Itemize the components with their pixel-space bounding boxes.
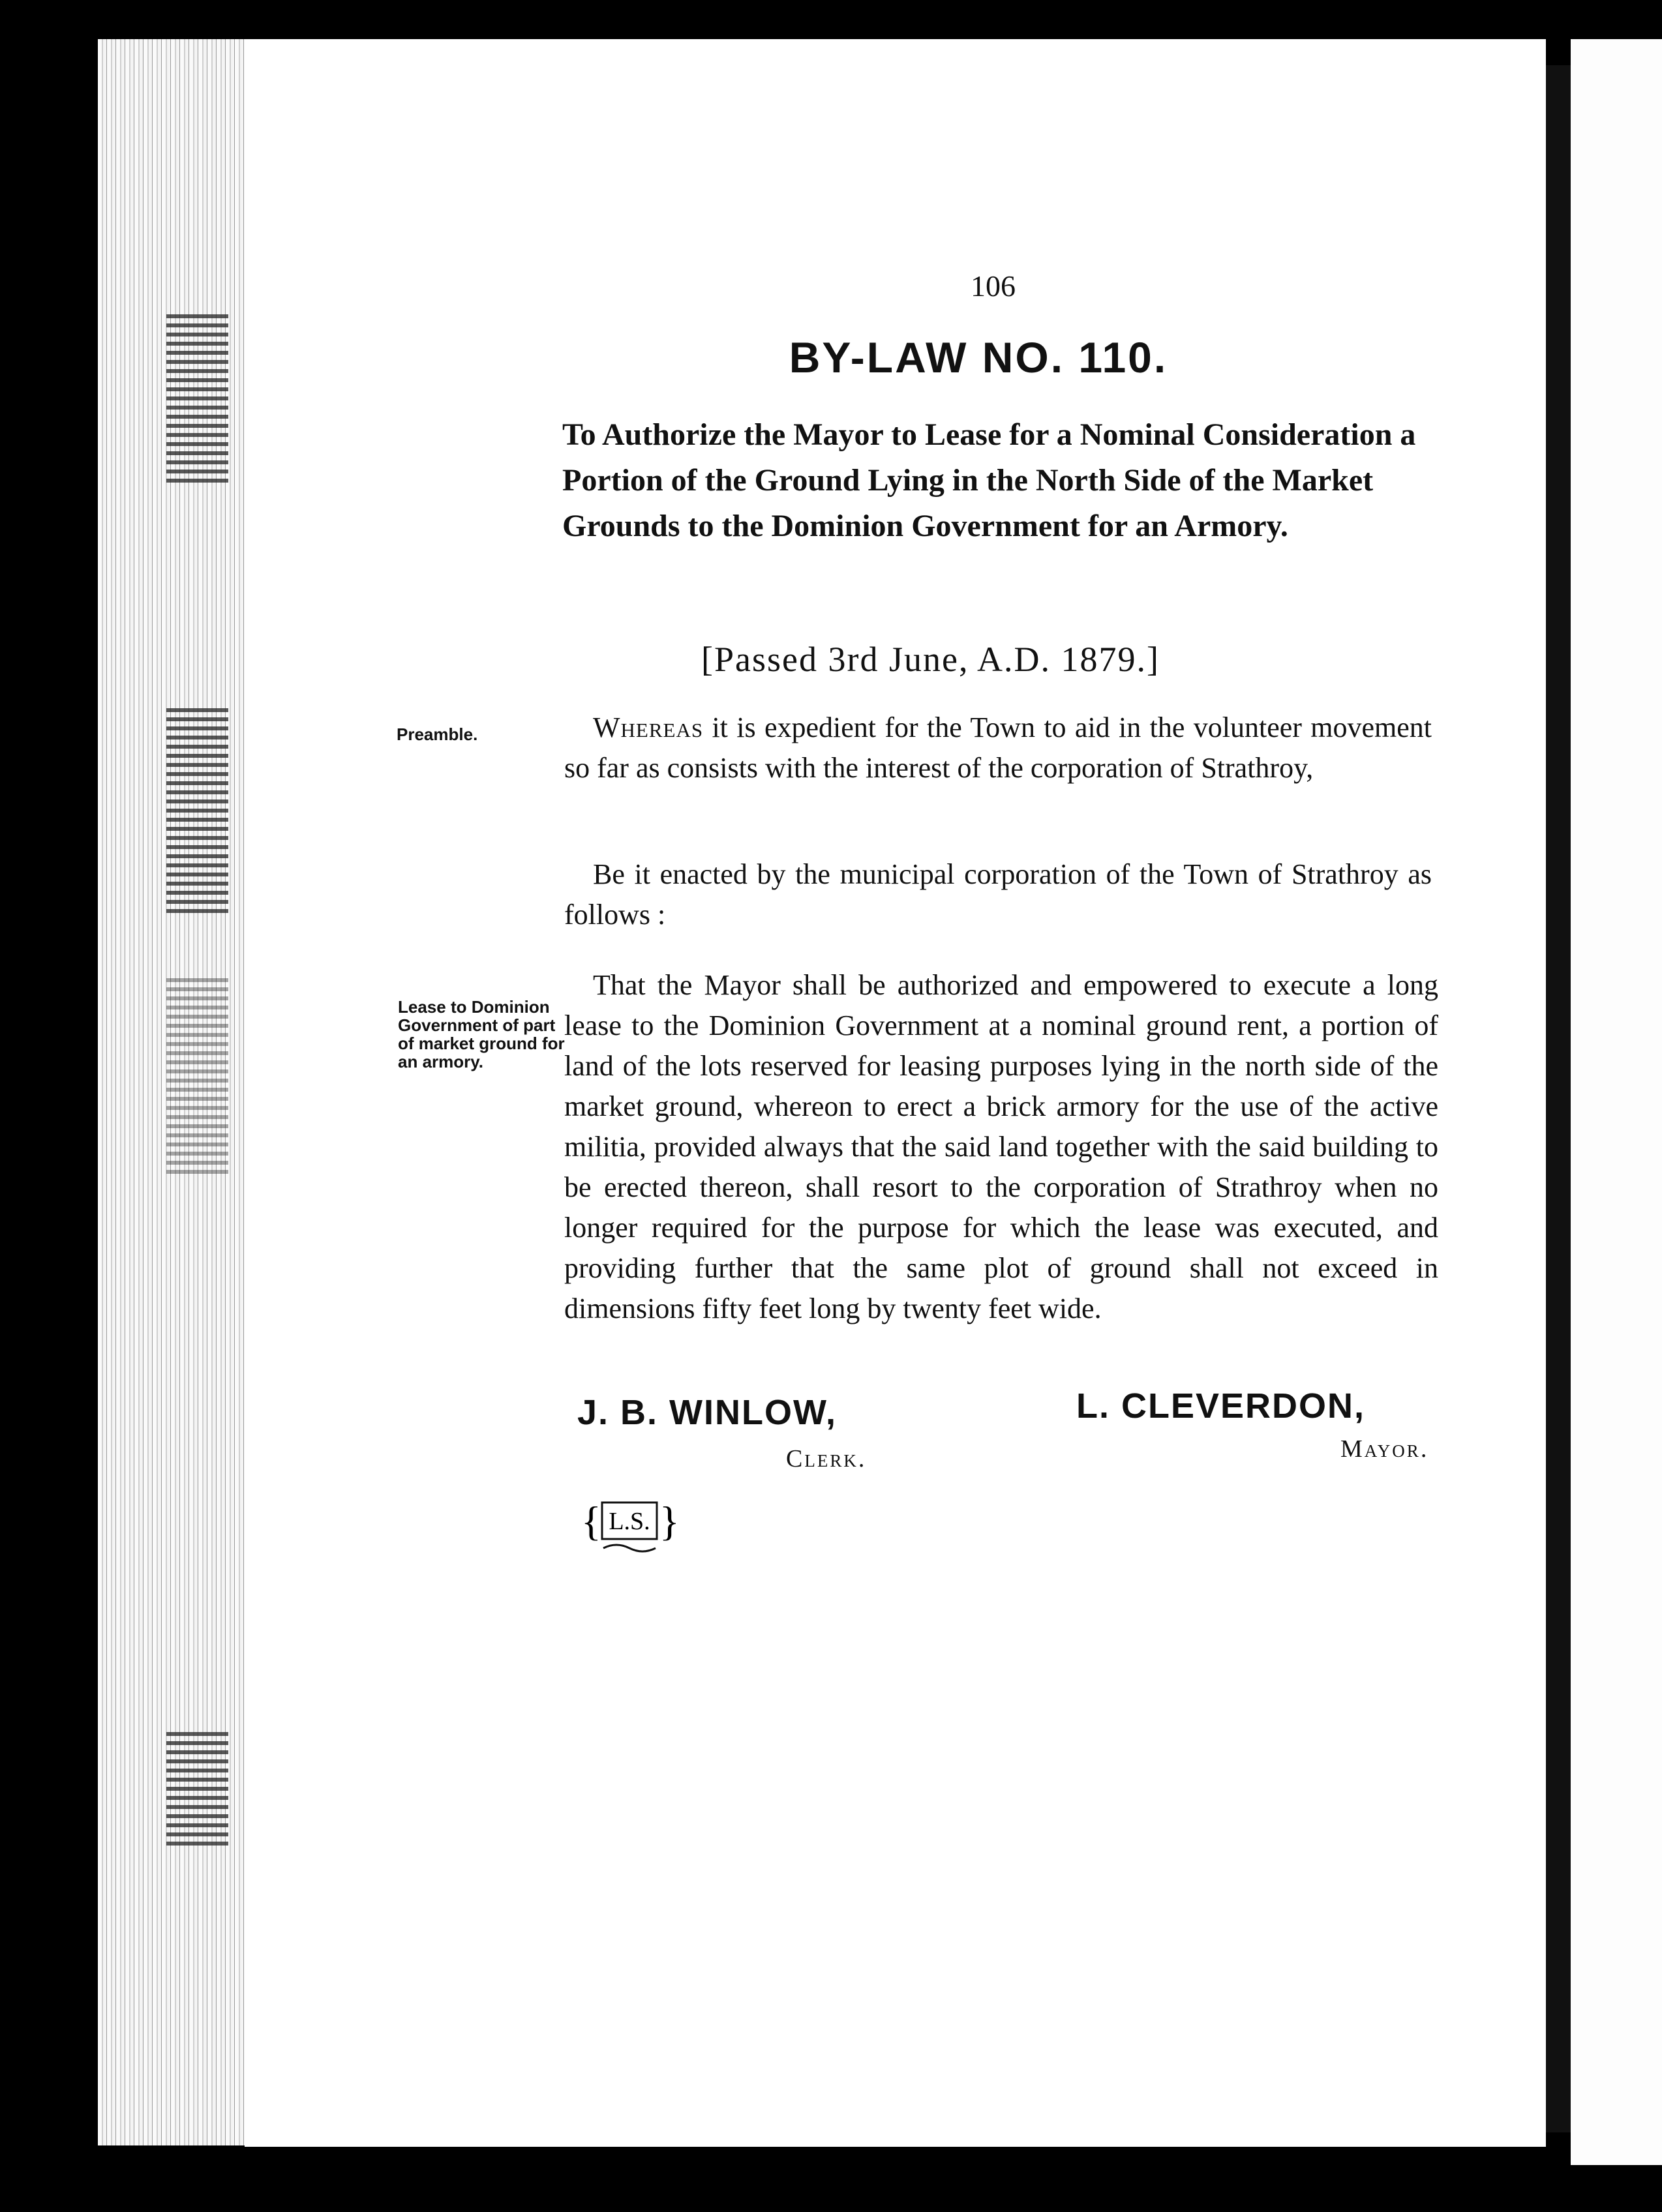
lease-text: That the Mayor shall be authorized and empowered to execute a long lease to the Dominion Government at a nominal ground rent, a portion of land of the lots reserved for leasing purposes lying in the north side of the market ground, whereon to erect a brick armory for the use of the active militia, provided always that the said land together with the said building to be erected thereon, shall resort to the corporation of Strathroy when no longer required for the purpose for which the lease was executed, and providing further that the same plot of ground shall not exceed in dimensions fifty feet long by twenty feet wide. (564, 969, 1438, 1324)
page-edge-mark (166, 1728, 228, 1846)
preamble-lead-word: Whereas (593, 711, 704, 743)
enactment-text: Be it enacted by the municipal corporation of the Town of Strathroy as follows : (564, 858, 1432, 931)
mayor-title: Mayor. (1340, 1435, 1429, 1463)
lease-paragraph (564, 965, 1438, 1329)
clerk-name: J. B. WINLOW, (577, 1393, 837, 1432)
clerk-title: Clerk. (786, 1445, 867, 1472)
page-gutter (1546, 65, 1571, 2132)
margin-note-preamble: Preamble. (397, 725, 478, 744)
passed-date: [Passed 3rd June, A.D. 1879.] (701, 640, 1160, 679)
bylaw-subtitle: To Authorize the Mayor to Lease for a Nominal Consideration a Portion of the Ground Lying in the North Side of the Market Grounds to the Dominion Government for an Armory. (562, 417, 1416, 543)
preamble-paragraph (564, 708, 1432, 788)
facing-page-edge (1571, 39, 1662, 2165)
page-edge-mark (166, 978, 228, 1174)
mayor-name: L. CLEVERDON, (1076, 1386, 1366, 1426)
bylaw-title: BY-LAW NO. 110. (789, 333, 1168, 381)
seal-label: L.S. (609, 1508, 650, 1535)
seal-mark (577, 1493, 682, 1559)
preamble-text: it is expedient for the Town to aid in the volunteer movement so far as consists with the interest of the corporation of Strathroy, (564, 711, 1432, 784)
page-edge-mark (166, 313, 228, 483)
seal-flourish (603, 1545, 656, 1551)
seal-right-brace: } (659, 1498, 680, 1544)
page-number: 106 (971, 269, 1016, 303)
seal-left-brace: { (581, 1498, 601, 1544)
page-edge-mark (166, 704, 228, 913)
margin-note-lease: Lease to Dominion Government of part of market ground for an armory. (398, 997, 565, 1071)
enactment-paragraph (564, 854, 1432, 935)
